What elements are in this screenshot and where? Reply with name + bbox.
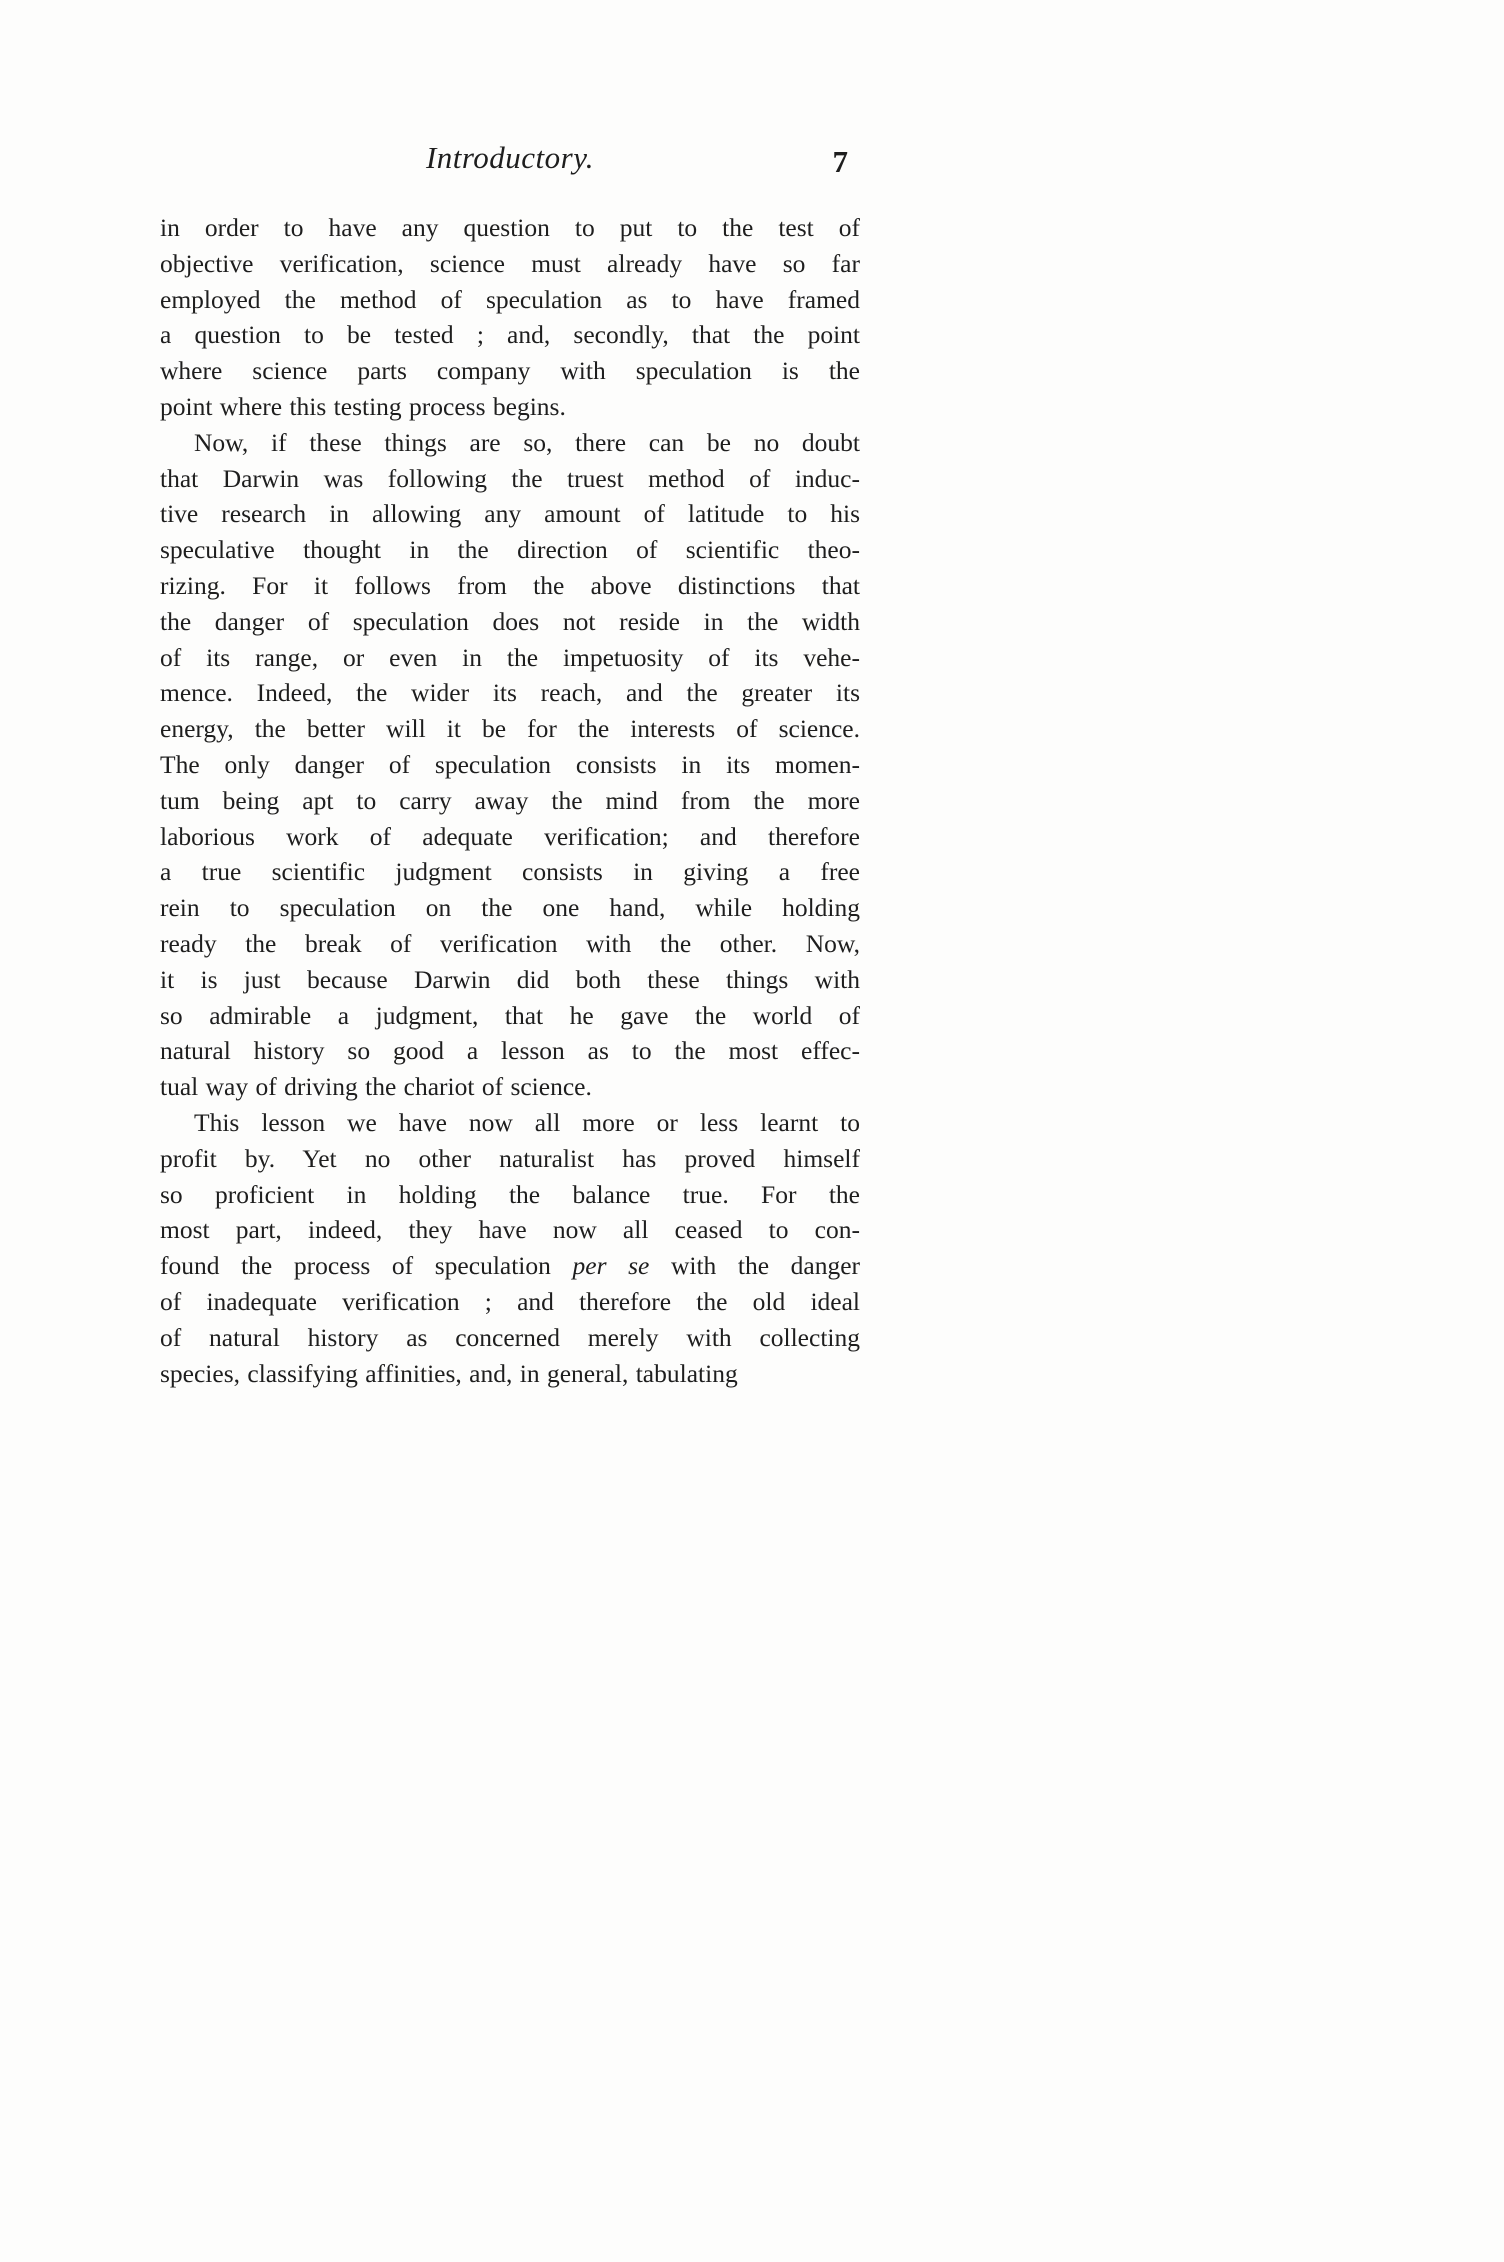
text-line: speculative thought in the direction of scientific theo- — [160, 535, 860, 565]
text-line: found the process of speculation per se with the danger — [160, 1251, 861, 1281]
text-line: rein to speculation on the one hand, while holding — [160, 893, 860, 923]
text-line: ready the break of verification with the other. Now, — [160, 928, 860, 958]
page-header — [160, 140, 860, 208]
paragraph — [160, 1105, 860, 1391]
text-line: of inadequate verification ; and therefore the old ideal — [160, 1286, 860, 1316]
page-body — [160, 210, 860, 1391]
paragraph — [160, 425, 860, 1105]
page-title: Introductory. — [425, 140, 595, 175]
text-line: of natural history as concerned merely with collecting — [160, 1322, 860, 1352]
text-line: tive research in allowing any amount of latitude to his — [160, 499, 860, 529]
page-number: 7 — [832, 144, 848, 179]
text-line: tum being apt to carry away the mind from the more — [160, 785, 860, 815]
text-line: tual way of driving the chariot of science. — [160, 1072, 592, 1102]
text-line: where science parts company with speculation is the — [160, 356, 860, 386]
text-line: natural history so good a lesson as to the most effec- — [160, 1036, 860, 1066]
text-line: energy, the better will it be for the interests of science. — [160, 714, 860, 744]
text-line: the danger of speculation does not reside in the width — [160, 606, 860, 636]
text-line: rizing. For it follows from the above distinctions that — [160, 570, 860, 600]
text-line: that Darwin was following the truest method of induc- — [160, 463, 860, 493]
text-line: a true scientific judgment consists in giving a free — [160, 857, 860, 887]
text-line: laborious work of adequate verification; and therefore — [160, 821, 860, 851]
text-line: species, classifying affinities, and, in general, tabulating — [160, 1358, 738, 1388]
text-line: so admirable a judgment, that he gave the world of — [160, 1000, 860, 1030]
text-line: employed the method of speculation as to have framed — [160, 284, 860, 314]
text-line: so proficient in holding the balance true. For the — [160, 1179, 860, 1209]
paragraph — [160, 210, 860, 425]
text-line: mence. Indeed, the wider its reach, and the greater its — [160, 678, 860, 708]
text-line: of its range, or even in the impetuosity of its vehe- — [160, 642, 860, 672]
text-line: it is just because Darwin did both these things with — [160, 964, 860, 994]
text-line: Now, if these things are so, there can be no doubt — [194, 427, 860, 457]
text-line: This lesson we have now all more or less learnt to — [194, 1107, 860, 1137]
text-line: profit by. Yet no other naturalist has proved himself — [160, 1143, 860, 1173]
text-block — [160, 140, 860, 1391]
text-line: The only danger of speculation consists in its momen- — [160, 749, 860, 779]
text-line: objective verification, science must already have so far — [160, 248, 860, 278]
text-line: a question to be tested ; and, secondly, that the point — [160, 320, 860, 350]
text-line: point where this testing process begins. — [160, 391, 566, 421]
text-line: in order to have any question to put to the test of — [160, 213, 860, 242]
text-line: most part, indeed, they have now all ceased to con- — [160, 1215, 860, 1245]
